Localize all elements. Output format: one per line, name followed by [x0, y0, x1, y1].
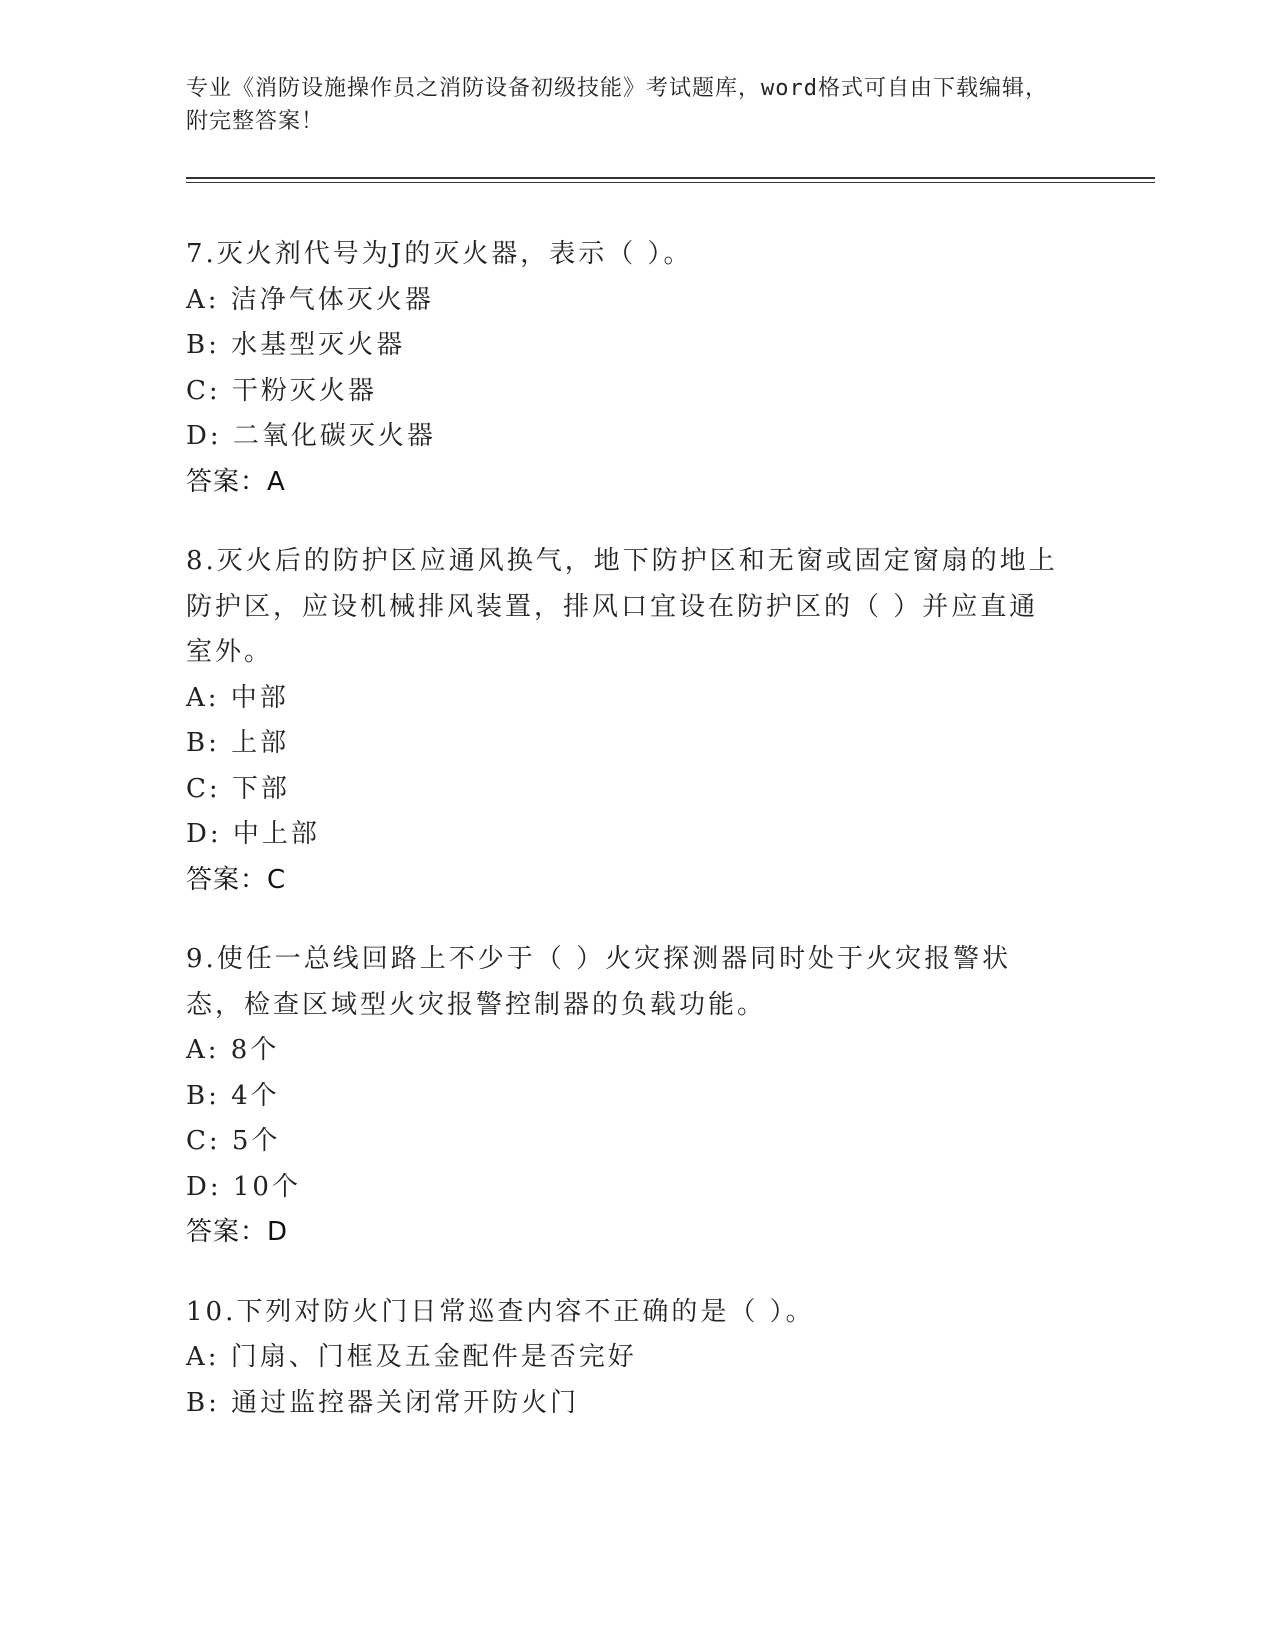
question-stem: 10.下列对防火门日常巡查内容不正确的是（ ）。 — [186, 1296, 815, 1327]
answer-label: 答案：A — [186, 466, 286, 497]
option-b: B: 通过监控器关闭常开防火门 — [186, 1387, 580, 1418]
option-b: B: 4个 — [186, 1080, 280, 1111]
question-stem: 8.灭火后的防护区应通风换气，地下防护区和无窗或固定窗扇的地上防护区，应设机械排风装置，排风口宜设在防护区的（ ）并应直通室外。 — [186, 546, 1058, 667]
option-a: A: 洁净气体灭火器 — [186, 284, 434, 315]
option-a: A: 8个 — [186, 1035, 280, 1065]
option-c: C: 下部 — [186, 773, 290, 804]
answer-label: 答案：C — [186, 864, 287, 895]
option-d: D: 10个 — [186, 1171, 301, 1202]
option-b: B: 上部 — [186, 728, 290, 758]
question-stem: 7.灭火剂代号为J的灭火器，表示（ ）。 — [186, 239, 693, 269]
answer-label: 答案：D — [186, 1217, 289, 1247]
document-intro: 专业《消防设施操作员之消防设备初级技能》考试题库，word格式可自由下载编辑，附完整答案！ — [186, 76, 1048, 134]
header-rule-thin — [186, 182, 1155, 183]
option-c: C: 干粉灭火器 — [186, 375, 377, 406]
option-d: D: 中上部 — [186, 819, 320, 849]
header-rule-thick — [186, 177, 1155, 179]
question-list — [186, 232, 1066, 1460]
option-c: C: 5个 — [186, 1126, 281, 1156]
option-d: D: 二氧化碳灭火器 — [186, 421, 436, 451]
option-b: B: 水基型灭火器 — [186, 330, 406, 360]
option-a: A: 中部 — [186, 682, 289, 713]
question-stem: 9.使任一总线回路上不少于（ ）火灾探测器同时处于火灾报警状态，检查区域型火灾报警控制器的负载功能。 — [186, 944, 1012, 1020]
question-7 — [186, 232, 1066, 505]
question-9 — [186, 937, 1066, 1256]
option-a: A: 门扇、门框及五金配件是否完好 — [186, 1342, 637, 1372]
question-10 — [186, 1290, 1066, 1427]
question-8 — [186, 539, 1066, 903]
